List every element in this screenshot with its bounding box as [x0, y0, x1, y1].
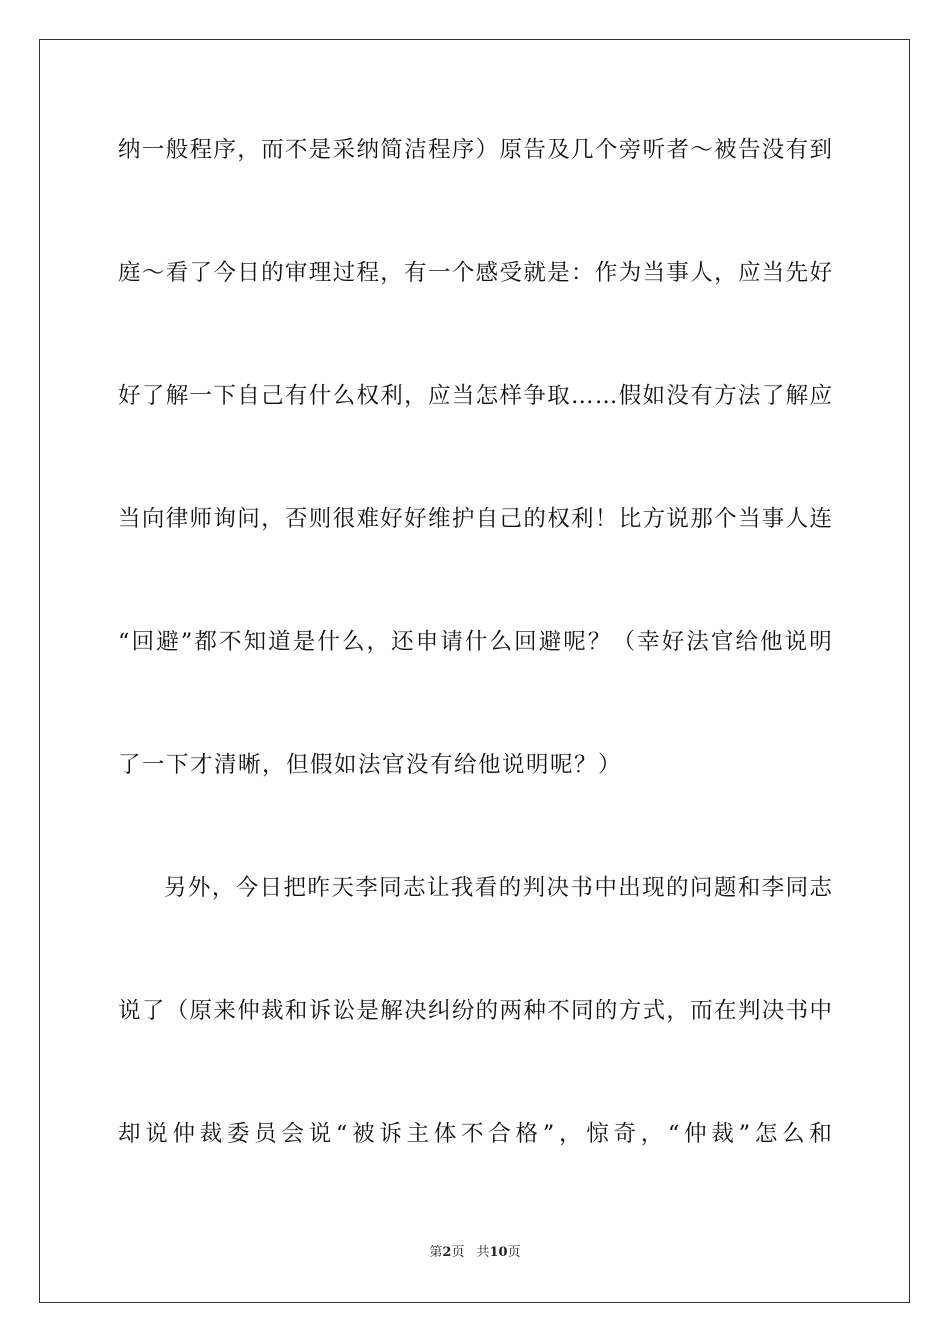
glyph: 请: [440, 629, 463, 655]
body-line-4: [118, 499, 832, 539]
glyph: 昨: [307, 875, 330, 901]
glyph: ，: [714, 260, 737, 286]
glyph: 法: [737, 383, 761, 409]
glyph: 否: [284, 506, 308, 532]
glyph: ！: [594, 506, 618, 532]
glyph: 告: [523, 137, 546, 163]
glyph: 法: [686, 629, 709, 655]
glyph: 己: [499, 506, 523, 532]
glyph: 一: [141, 137, 165, 163]
glyph: 应: [737, 260, 761, 286]
glyph: 那: [690, 506, 713, 532]
glyph: 决: [761, 998, 785, 1024]
glyph: 解: [380, 998, 403, 1024]
glyph: ，: [237, 137, 260, 163]
glyph: 人: [690, 260, 713, 286]
glyph: 决: [546, 875, 570, 901]
glyph: 道: [268, 629, 291, 655]
total-suffix: 页: [507, 1245, 521, 1260]
glyph: …: [571, 383, 594, 409]
glyph: 体: [433, 1121, 457, 1147]
glyph: 什: [308, 383, 332, 409]
glyph: 向: [141, 506, 165, 532]
glyph: 利: [380, 383, 403, 409]
glyph: 知: [243, 629, 267, 655]
glyph: 好: [661, 629, 685, 655]
glyph: 难: [356, 506, 379, 532]
glyph: 志: [809, 875, 832, 901]
glyph: 而: [690, 998, 713, 1024]
glyph: 让: [426, 875, 450, 901]
glyph: 维: [427, 506, 451, 532]
glyph: 听: [642, 137, 666, 163]
glyph: 没: [761, 137, 785, 163]
glyph: 都: [194, 629, 217, 655]
glyph: 说: [308, 1121, 332, 1147]
glyph: 己: [261, 383, 284, 409]
glyph: 采: [332, 137, 356, 163]
glyph: 程: [189, 137, 213, 163]
glyph: 怎: [475, 383, 499, 409]
glyph: 说: [784, 629, 808, 655]
body-line-2: [118, 253, 832, 293]
glyph: “: [335, 1121, 348, 1147]
glyph: 审: [284, 260, 308, 286]
glyph: “: [118, 629, 130, 655]
glyph: ”: [542, 1121, 555, 1147]
glyph: 他: [760, 629, 783, 655]
glyph: 回: [514, 629, 537, 655]
glyph: ，: [558, 1121, 582, 1147]
glyph: 事: [761, 506, 785, 532]
body-line-3: [118, 376, 832, 416]
glyph: ：: [571, 260, 594, 286]
glyph: 外: [187, 875, 211, 901]
glyph: 则: [308, 506, 332, 532]
glyph: 就: [523, 260, 546, 286]
glyph: 样: [499, 383, 523, 409]
glyph: ，: [380, 260, 403, 286]
glyph: 取: [547, 383, 570, 409]
page-prefix: 第: [429, 1245, 443, 1260]
glyph: 不: [547, 998, 570, 1024]
glyph: 什: [464, 629, 488, 655]
glyph: 为: [618, 260, 642, 286]
page-suffix: 页: [451, 1245, 465, 1260]
glyph: …: [594, 383, 618, 409]
glyph: 说: [118, 998, 141, 1024]
glyph: 当: [737, 506, 761, 532]
glyph: 感: [475, 260, 499, 286]
glyph: ”: [738, 1121, 751, 1147]
glyph: 是: [292, 629, 316, 655]
glyph: 出: [618, 875, 641, 901]
glyph: 如: [642, 383, 666, 409]
glyph: 同: [785, 875, 809, 901]
glyph: 方: [714, 383, 737, 409]
glyph: 合: [488, 1121, 511, 1147]
glyph: 我: [450, 875, 474, 901]
glyph: 判: [737, 998, 761, 1024]
glyph: 诉: [308, 998, 332, 1024]
glyph: ，: [366, 629, 390, 655]
glyph: 庭: [118, 260, 141, 286]
glyph: 序: [213, 137, 236, 163]
glyph: 作: [594, 260, 618, 286]
glyph: （: [165, 998, 189, 1024]
glyph: 的: [498, 875, 522, 901]
glyph: 者: [666, 137, 689, 163]
glyph: 中: [809, 998, 832, 1024]
glyph: 说: [145, 1121, 168, 1147]
glyph: 不: [284, 137, 308, 163]
glyph: 还: [391, 629, 414, 655]
glyph: 方: [642, 506, 666, 532]
glyph: 了: [189, 260, 213, 286]
glyph: ，: [666, 998, 689, 1024]
body-line-1: [118, 130, 832, 170]
glyph: 护: [451, 506, 475, 532]
glyph: 有: [690, 383, 713, 409]
glyph: ”: [180, 629, 193, 655]
glyph: 在: [714, 998, 737, 1024]
glyph: 很: [332, 506, 356, 532]
glyph: 避: [538, 629, 562, 655]
glyph: 先: [785, 260, 809, 286]
glyph: 受: [499, 260, 523, 286]
glyph: ，: [261, 506, 284, 532]
glyph: 看: [474, 875, 498, 901]
glyph: 自: [237, 383, 260, 409]
glyph: 今: [235, 875, 259, 901]
glyph: 旁: [618, 137, 642, 163]
glyph: 解: [785, 383, 809, 409]
glyph: 和: [809, 1121, 832, 1147]
glyph: 及: [547, 137, 570, 163]
glyph: 程: [356, 260, 379, 286]
glyph: 明: [809, 629, 832, 655]
glyph: 判: [522, 875, 546, 901]
glyph: 会: [281, 1121, 304, 1147]
glyph: 程: [427, 137, 451, 163]
glyph: 李: [761, 875, 785, 901]
glyph: 纷: [451, 998, 475, 1024]
glyph: 律: [165, 506, 189, 532]
glyph: ，: [211, 875, 235, 901]
glyph: 一: [189, 383, 213, 409]
glyph: ～: [141, 260, 165, 286]
glyph: 今: [213, 260, 236, 286]
glyph: 纠: [427, 998, 451, 1024]
total-prefix: 共: [476, 1245, 490, 1260]
glyph: 的: [666, 875, 689, 901]
glyph: 被: [714, 137, 737, 163]
glyph: 洁: [404, 137, 427, 163]
glyph: 天: [331, 875, 354, 901]
glyph: 幸: [637, 629, 660, 655]
glyph: 不: [218, 629, 242, 655]
glyph: 诉: [379, 1121, 402, 1147]
glyph: 惊: [586, 1121, 609, 1147]
glyph: 主: [406, 1121, 430, 1147]
glyph: 把: [283, 875, 307, 901]
glyph: 的: [261, 260, 284, 286]
glyph: 有: [404, 260, 427, 286]
glyph: 和: [737, 875, 761, 901]
glyph: 裁: [199, 1121, 223, 1147]
glyph: 种: [523, 998, 546, 1024]
glyph: 好: [404, 506, 427, 532]
total-pages: 10: [489, 1245, 508, 1260]
glyph: 同: [379, 875, 402, 901]
glyph: （: [612, 629, 635, 655]
glyph: 个: [714, 506, 737, 532]
glyph: 连: [809, 506, 832, 532]
glyph: 日: [237, 260, 260, 286]
glyph: 好: [809, 260, 832, 286]
glyph: 到: [809, 137, 832, 163]
glyph: ？: [587, 629, 611, 655]
glyph: 一: [427, 260, 451, 286]
glyph: 两: [499, 998, 523, 1024]
glyph: 日: [259, 875, 283, 901]
glyph: 避: [156, 629, 179, 655]
glyph: 下: [213, 383, 236, 409]
glyph: 的: [594, 998, 618, 1024]
glyph: ）: [475, 137, 499, 163]
glyph: 么: [782, 1121, 805, 1147]
glyph: 不: [461, 1121, 484, 1147]
glyph: 般: [165, 137, 189, 163]
glyph: 和: [284, 998, 308, 1024]
glyph: 是: [547, 260, 570, 286]
glyph: 仲: [172, 1121, 195, 1147]
glyph: 几: [571, 137, 594, 163]
glyph: 被: [352, 1121, 375, 1147]
glyph: 讼: [332, 998, 356, 1024]
glyph: 格: [515, 1121, 539, 1147]
glyph: “: [667, 1121, 680, 1147]
glyph: 权: [356, 383, 379, 409]
glyph: 有: [284, 383, 308, 409]
glyph: 现: [642, 875, 665, 901]
glyph: 么: [332, 383, 356, 409]
glyph: 裁: [711, 1121, 734, 1147]
glyph: 决: [404, 998, 427, 1024]
glyph: 告: [737, 137, 761, 163]
paragraph-2-line-3: [118, 1114, 832, 1154]
paragraph-2-line-2: [118, 991, 832, 1031]
glyph: 的: [475, 998, 499, 1024]
page-number: 2: [442, 1245, 452, 1260]
glyph: 志: [403, 875, 426, 901]
glyph: 官: [710, 629, 734, 655]
glyph: 回: [131, 629, 155, 655]
page-footer: [0, 1244, 950, 1262]
glyph: 序: [451, 137, 475, 163]
glyph: 式: [642, 998, 666, 1024]
glyph: 另: [164, 875, 187, 901]
glyph: 说: [666, 506, 689, 532]
glyph: 当: [761, 260, 785, 286]
glyph: 仲: [684, 1121, 707, 1147]
glyph: 看: [165, 260, 189, 286]
glyph: 怎: [754, 1121, 778, 1147]
glyph: 仲: [237, 998, 260, 1024]
glyph: 个: [594, 137, 618, 163]
glyph: 中: [594, 875, 617, 901]
glyph: 裁: [261, 998, 284, 1024]
glyph: 李: [355, 875, 378, 901]
glyph: 员: [254, 1121, 277, 1147]
glyph: 了: [141, 998, 165, 1024]
glyph: 过: [332, 260, 356, 286]
glyph: 应: [427, 383, 451, 409]
glyph: 应: [809, 383, 832, 409]
glyph: 了: [141, 383, 165, 409]
glyph: 询: [213, 506, 236, 532]
glyph: 假: [618, 383, 642, 409]
glyph: 呢: [563, 629, 586, 655]
glyph: 的: [523, 506, 546, 532]
glyph: 简: [380, 137, 403, 163]
glyph: 而: [261, 137, 284, 163]
glyph: 什: [317, 629, 340, 655]
glyph: 师: [189, 506, 213, 532]
glyph: 解: [165, 383, 189, 409]
glyph: 问: [689, 875, 713, 901]
glyph: 人: [785, 506, 809, 532]
glyph: 奇: [613, 1121, 636, 1147]
glyph: ，: [640, 1121, 664, 1147]
glyph: 权: [547, 506, 570, 532]
glyph: 同: [571, 998, 594, 1024]
glyph: 委: [226, 1121, 250, 1147]
glyph: 争: [523, 383, 546, 409]
glyph: 么: [341, 629, 365, 655]
glyph: 原: [189, 998, 213, 1024]
glyph: 事: [666, 260, 689, 286]
glyph: 是: [356, 998, 379, 1024]
glyph: 却: [118, 1121, 141, 1147]
glyph: 申: [415, 629, 439, 655]
glyph: 是: [308, 137, 332, 163]
glyph: ，: [404, 383, 427, 409]
glyph: 好: [118, 383, 141, 409]
glyph: 么: [489, 629, 513, 655]
glyph: 方: [618, 998, 642, 1024]
glyph: 比: [618, 506, 642, 532]
glyph: 好: [380, 506, 403, 532]
glyph: 来: [213, 998, 236, 1024]
glyph: 当: [451, 383, 475, 409]
glyph: 了: [761, 383, 785, 409]
paragraph-2-line-1: [164, 868, 832, 908]
glyph: 自: [475, 506, 499, 532]
glyph: 纳: [356, 137, 379, 163]
glyph: 给: [735, 629, 758, 655]
body-line-6: 了一下才清晰，但假如法官没有给他说明呢？）: [118, 752, 623, 778]
glyph: 理: [308, 260, 332, 286]
glyph: 问: [237, 506, 260, 532]
glyph: 书: [570, 875, 593, 901]
glyph: 书: [785, 998, 809, 1024]
glyph: 没: [666, 383, 689, 409]
glyph: 题: [713, 875, 737, 901]
glyph: ～: [690, 137, 713, 163]
glyph: 个: [451, 260, 475, 286]
glyph: 纳: [118, 137, 141, 163]
glyph: 当: [118, 506, 141, 532]
glyph: 有: [785, 137, 809, 163]
glyph: 利: [571, 506, 594, 532]
glyph: 当: [642, 260, 666, 286]
glyph: 原: [499, 137, 523, 163]
body-line-5: [118, 622, 832, 662]
